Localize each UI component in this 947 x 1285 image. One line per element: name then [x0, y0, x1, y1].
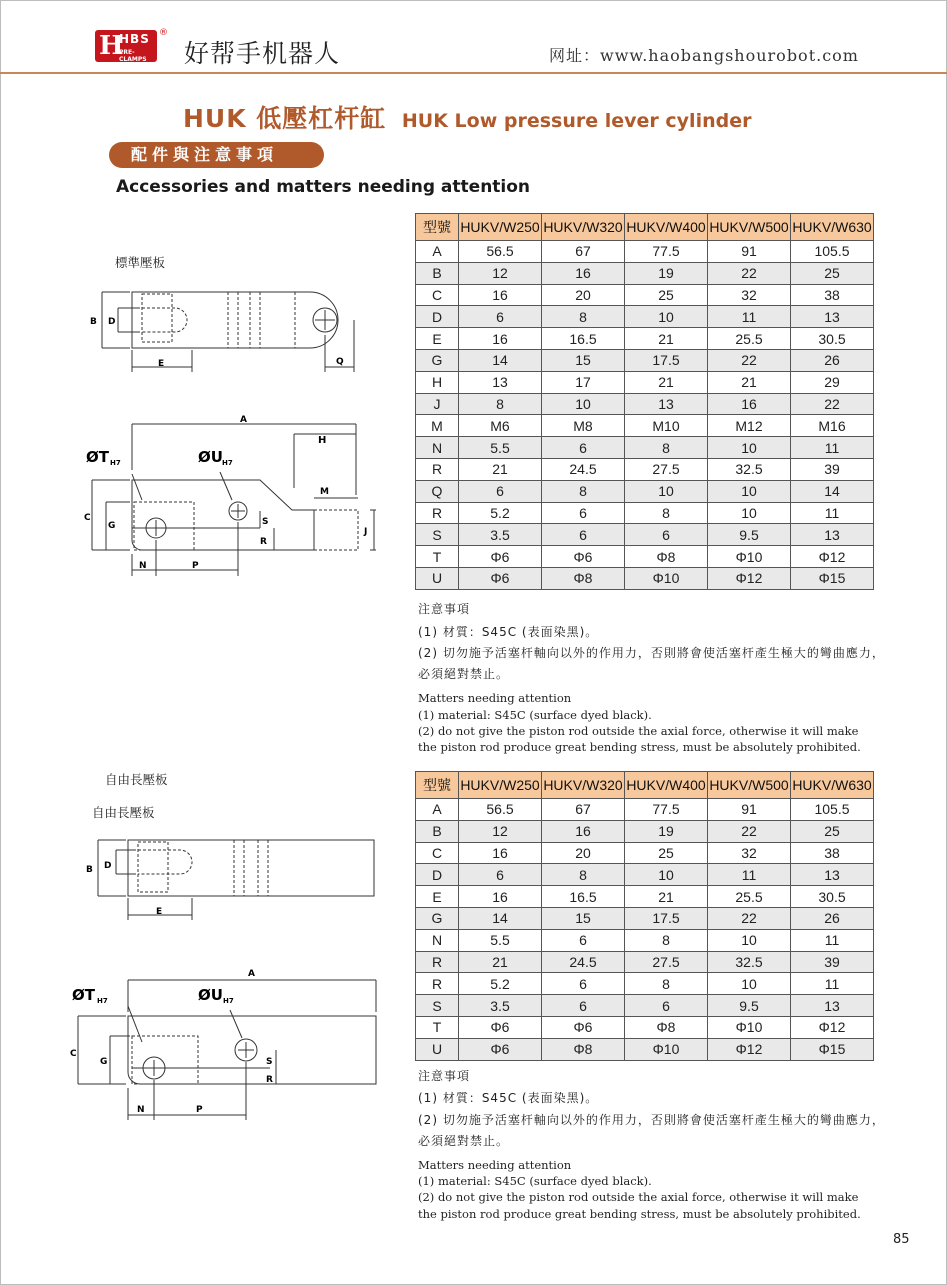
svg-text:G: G	[108, 521, 116, 531]
table-cell: 30.5	[791, 328, 874, 350]
svg-text:M: M	[320, 487, 329, 497]
svg-text:N: N	[139, 561, 147, 571]
spec-table-standard-plate	[415, 213, 874, 590]
svg-text:H7: H7	[110, 459, 121, 467]
free-long-plate-label-2: 自由長壓板	[92, 805, 155, 820]
table-cell: Φ8	[625, 1016, 708, 1038]
notes-line2-en: (2) do not give the piston rod outside the axial force, otherwise it will make	[418, 724, 859, 738]
table-cell: Φ12	[708, 567, 791, 589]
table-cell: 6	[459, 480, 542, 502]
table-cell: 16	[459, 328, 542, 350]
svg-text:H7: H7	[97, 997, 108, 1005]
table-cell: 5.5	[459, 929, 542, 951]
svg-text:ØU: ØU	[198, 986, 223, 1004]
table-cell: Φ6	[542, 1016, 625, 1038]
table-cell: 25	[791, 262, 874, 284]
notes-title-en: Matters needing attention	[418, 1158, 572, 1172]
svg-text:R: R	[266, 1075, 273, 1085]
table-cell: M8	[542, 415, 625, 437]
table-cell: 13	[791, 524, 874, 546]
table-cell: Φ8	[542, 567, 625, 589]
row-label: H	[416, 371, 459, 393]
table-cell: Φ8	[625, 546, 708, 568]
table-cell: Φ6	[459, 546, 542, 568]
svg-text:R: R	[260, 537, 267, 547]
table-cell: 13	[791, 864, 874, 886]
table-cell: 20	[542, 284, 625, 306]
table-cell: 10	[708, 502, 791, 524]
table-cell: 13	[791, 306, 874, 328]
svg-text:G: G	[100, 1057, 108, 1067]
standard-plate-label: 標準壓板	[115, 255, 166, 270]
notes-line2-cn: (2) 切勿施予活塞杆軸向以外的作用力，否則將會使活塞杆產生極大的彎曲應力，	[418, 1113, 885, 1127]
table-cell: 25	[791, 820, 874, 842]
section-heading: Accessories and matters needing attention	[116, 177, 531, 197]
row-label: T	[416, 1016, 459, 1038]
table-cell: 6	[625, 995, 708, 1017]
table-cell: 24.5	[542, 951, 625, 973]
row-label: B	[416, 820, 459, 842]
notes-line3-cn: 必須絕對禁止。	[418, 667, 510, 681]
website-url: 网址：www.haobangshourobot.com	[549, 46, 859, 65]
table-row	[416, 799, 874, 821]
brand-name: 好帮手机器人	[184, 39, 341, 68]
notes-line1-cn: (1) 材質：S45C (表面染黑)。	[418, 1091, 599, 1105]
table-cell: 21	[625, 886, 708, 908]
table-cell: 27.5	[625, 458, 708, 480]
table-cell: Φ6	[459, 1016, 542, 1038]
table-cell: 22	[708, 820, 791, 842]
table-cell: 6	[542, 524, 625, 546]
svg-text:P: P	[196, 1105, 203, 1115]
table-row	[416, 480, 874, 502]
section-pill: 配件與注意事項	[109, 142, 324, 168]
table-cell: 20	[542, 842, 625, 864]
table-cell: 8	[625, 929, 708, 951]
table-cell: 11	[791, 502, 874, 524]
row-label: B	[416, 262, 459, 284]
table-cell: 105.5	[791, 241, 874, 263]
row-label: R	[416, 458, 459, 480]
table-cell: 19	[625, 262, 708, 284]
table-cell: 12	[459, 262, 542, 284]
table-cell: Φ6	[459, 1038, 542, 1060]
table-cell: M10	[625, 415, 708, 437]
table-cell: 10	[708, 929, 791, 951]
table-cell: 19	[625, 820, 708, 842]
table-cell: 16	[459, 886, 542, 908]
row-label: Q	[416, 480, 459, 502]
table-cell: 77.5	[625, 241, 708, 263]
column-header-size: HUKV/W630	[791, 772, 874, 799]
table-row	[416, 820, 874, 842]
notes-title-cn: 注意事項	[418, 602, 471, 616]
table-header-row	[416, 214, 874, 241]
table-cell: Φ6	[459, 567, 542, 589]
table-cell: 21	[625, 328, 708, 350]
header-divider	[0, 72, 947, 74]
table-cell: 11	[708, 864, 791, 886]
table-cell: 10	[708, 973, 791, 995]
row-label: G	[416, 907, 459, 929]
table-row	[416, 524, 874, 546]
table-cell: 13	[791, 995, 874, 1017]
row-label: J	[416, 393, 459, 415]
table-cell: 9.5	[708, 995, 791, 1017]
svg-text:S: S	[266, 1057, 273, 1067]
table-row	[416, 502, 874, 524]
table-cell: 11	[791, 973, 874, 995]
row-label: N	[416, 437, 459, 459]
row-label: E	[416, 886, 459, 908]
notes-line1-cn: (1) 材質：S45C (表面染黑)。	[418, 625, 599, 639]
notes-line3-en: the piston rod produce great bending stress, must be absolutely prohibited.	[418, 740, 861, 754]
table-cell: 8	[625, 437, 708, 459]
table-cell: Φ10	[625, 1038, 708, 1060]
table-cell: 10	[708, 480, 791, 502]
table-cell: 38	[791, 842, 874, 864]
row-label: C	[416, 284, 459, 306]
svg-text:S: S	[262, 517, 269, 527]
table-cell: Φ12	[708, 1038, 791, 1060]
table-cell: 6	[542, 437, 625, 459]
table-cell: 39	[791, 951, 874, 973]
free-long-plate-label: 自由長壓板	[105, 772, 168, 787]
table-cell: M16	[791, 415, 874, 437]
svg-text:B: B	[90, 317, 97, 327]
table-cell: 32.5	[708, 951, 791, 973]
svg-text:P: P	[192, 561, 199, 571]
column-header-size: HUKV/W320	[542, 214, 625, 241]
table-cell: 39	[791, 458, 874, 480]
row-label: S	[416, 995, 459, 1017]
table-cell: 67	[542, 799, 625, 821]
table-cell: 6	[542, 995, 625, 1017]
table-row	[416, 1038, 874, 1060]
row-label: G	[416, 349, 459, 371]
table-cell: 16	[708, 393, 791, 415]
table-cell: Φ10	[625, 567, 708, 589]
table-cell: 16	[459, 842, 542, 864]
table-row	[416, 437, 874, 459]
row-label: R	[416, 951, 459, 973]
table-cell: 16.5	[542, 886, 625, 908]
svg-text:ØT: ØT	[86, 448, 109, 466]
table-row	[416, 973, 874, 995]
page-title	[183, 99, 751, 135]
table-row	[416, 328, 874, 350]
row-label: M	[416, 415, 459, 437]
row-label: D	[416, 306, 459, 328]
row-label: A	[416, 799, 459, 821]
svg-text:E: E	[156, 907, 163, 917]
table-cell: 17.5	[625, 349, 708, 371]
standard-plate-side-drawing	[80, 410, 390, 585]
table-row	[416, 306, 874, 328]
svg-text:E: E	[158, 359, 165, 369]
table-cell: 22	[708, 349, 791, 371]
row-label: D	[416, 864, 459, 886]
table-cell: 26	[791, 349, 874, 371]
table-cell: 13	[625, 393, 708, 415]
table-cell: 11	[708, 306, 791, 328]
table-cell: 22	[708, 907, 791, 929]
table-cell: 15	[542, 349, 625, 371]
row-label: U	[416, 1038, 459, 1060]
row-label: N	[416, 929, 459, 951]
svg-text:N: N	[137, 1105, 145, 1115]
table-cell: 17	[542, 371, 625, 393]
table-cell: 8	[625, 502, 708, 524]
table-row	[416, 995, 874, 1017]
svg-text:B: B	[86, 865, 93, 875]
table-cell: 8	[542, 864, 625, 886]
svg-text:A: A	[248, 969, 255, 979]
table-row	[416, 284, 874, 306]
notes-line3-cn: 必須絕對禁止。	[418, 1134, 510, 1148]
table-cell: 25.5	[708, 328, 791, 350]
table-cell: 15	[542, 907, 625, 929]
row-label: E	[416, 328, 459, 350]
svg-text:D: D	[104, 861, 112, 871]
notes-line2-cn: (2) 切勿施予活塞杆軸向以外的作用力，否則將會使活塞杆產生極大的彎曲應力，	[418, 646, 885, 660]
table-cell: 3.5	[459, 995, 542, 1017]
table-cell: 16	[542, 820, 625, 842]
table-row	[416, 371, 874, 393]
table-cell: 26	[791, 907, 874, 929]
table-cell: 25	[625, 284, 708, 306]
table-cell: Φ15	[791, 567, 874, 589]
table-cell: 6	[542, 502, 625, 524]
free-plate-top-drawing	[80, 828, 390, 928]
title-chinese: HUK 低壓杠杆缸	[183, 104, 387, 133]
table-cell: 22	[708, 262, 791, 284]
notes-title-cn: 注意事項	[418, 1069, 471, 1083]
table-row	[416, 393, 874, 415]
table-cell: 6	[542, 973, 625, 995]
column-header-size: HUKV/W500	[708, 214, 791, 241]
table-row	[416, 907, 874, 929]
table-row	[416, 864, 874, 886]
table-cell: 22	[791, 393, 874, 415]
table-cell: 9.5	[708, 524, 791, 546]
table-row	[416, 241, 874, 263]
table-cell: 32	[708, 284, 791, 306]
table-cell: 56.5	[459, 799, 542, 821]
table-cell: 14	[459, 907, 542, 929]
svg-text:D: D	[108, 317, 116, 327]
free-plate-side-drawing	[70, 960, 390, 1130]
standard-plate-top-drawing	[80, 280, 370, 380]
column-header-size: HUKV/W630	[791, 214, 874, 241]
table-cell: 21	[625, 371, 708, 393]
table-cell: 16.5	[542, 328, 625, 350]
table-cell: 38	[791, 284, 874, 306]
row-label: U	[416, 567, 459, 589]
table-cell: 6	[459, 306, 542, 328]
table-cell: 14	[791, 480, 874, 502]
table-cell: Φ12	[791, 546, 874, 568]
notes-line1-en: (1) material: S45C (surface dyed black).	[418, 708, 652, 722]
table-cell: Φ10	[708, 1016, 791, 1038]
table-row	[416, 546, 874, 568]
table-cell: 27.5	[625, 951, 708, 973]
svg-text:ØU: ØU	[198, 448, 223, 466]
column-header-size: HUKV/W320	[542, 772, 625, 799]
table-cell: 56.5	[459, 241, 542, 263]
column-header-model: 型號	[416, 772, 459, 799]
table-row	[416, 415, 874, 437]
svg-text:Q: Q	[336, 357, 344, 367]
column-header-size: HUKV/W500	[708, 772, 791, 799]
page-number: 85	[893, 1232, 910, 1247]
table-cell: 21	[459, 951, 542, 973]
table-cell: 91	[708, 799, 791, 821]
notes-line2-en: (2) do not give the piston rod outside the axial force, otherwise it will make	[418, 1190, 859, 1204]
table-cell: 14	[459, 349, 542, 371]
table-cell: 5.2	[459, 973, 542, 995]
title-english: HUK Low pressure lever cylinder	[401, 110, 752, 132]
table-cell: 8	[542, 306, 625, 328]
table-cell: 6	[542, 929, 625, 951]
table-cell: 6	[459, 864, 542, 886]
table-cell: 16	[459, 284, 542, 306]
table-cell: 21	[708, 371, 791, 393]
table-cell: 32	[708, 842, 791, 864]
column-header-size: HUKV/W400	[625, 214, 708, 241]
table-cell: 10	[708, 437, 791, 459]
table-cell: 3.5	[459, 524, 542, 546]
svg-text:C: C	[84, 513, 91, 523]
table-cell: 6	[625, 524, 708, 546]
table-row	[416, 262, 874, 284]
table-row	[416, 458, 874, 480]
table-cell: 105.5	[791, 799, 874, 821]
table-cell: 12	[459, 820, 542, 842]
row-label: R	[416, 973, 459, 995]
column-header-size: HUKV/W250	[459, 214, 542, 241]
table-cell: 5.5	[459, 437, 542, 459]
table-row	[416, 929, 874, 951]
table-cell: 91	[708, 241, 791, 263]
row-label: R	[416, 502, 459, 524]
table-cell: 67	[542, 241, 625, 263]
table-cell: 11	[791, 437, 874, 459]
table-cell: Φ10	[708, 546, 791, 568]
row-label: A	[416, 241, 459, 263]
table-cell: 10	[625, 480, 708, 502]
table-cell: 30.5	[791, 886, 874, 908]
row-label: T	[416, 546, 459, 568]
table-row	[416, 951, 874, 973]
hbs-logo: H HBS PRE-CLAMPS ®	[95, 30, 161, 64]
notes-title-en: Matters needing attention	[418, 691, 572, 705]
svg-text:H: H	[318, 435, 327, 446]
table-cell: 21	[459, 458, 542, 480]
row-label: C	[416, 842, 459, 864]
column-header-model: 型號	[416, 214, 459, 241]
svg-text:H7: H7	[222, 459, 233, 467]
svg-text:A: A	[240, 415, 247, 425]
svg-text:C: C	[70, 1049, 77, 1059]
table-cell: Φ15	[791, 1038, 874, 1060]
spec-table-free-plate	[415, 771, 874, 1061]
table-cell: 24.5	[542, 458, 625, 480]
notes-line1-en: (1) material: S45C (surface dyed black).	[418, 1174, 652, 1188]
table-cell: 16	[542, 262, 625, 284]
table-cell: 17.5	[625, 907, 708, 929]
table-cell: 29	[791, 371, 874, 393]
table-cell: 11	[791, 929, 874, 951]
svg-text:J: J	[364, 527, 368, 537]
table-cell: 10	[625, 864, 708, 886]
table-cell: 77.5	[625, 799, 708, 821]
svg-text:H7: H7	[223, 997, 234, 1005]
column-header-size: HUKV/W400	[625, 772, 708, 799]
table-cell: 32.5	[708, 458, 791, 480]
table-cell: Φ8	[542, 1038, 625, 1060]
table-cell: 25	[625, 842, 708, 864]
table-cell: 10	[542, 393, 625, 415]
table-cell: Φ6	[542, 546, 625, 568]
svg-text:ØT: ØT	[72, 986, 95, 1004]
table-cell: 10	[625, 306, 708, 328]
table-cell: 13	[459, 371, 542, 393]
table-cell: 8	[542, 480, 625, 502]
column-header-size: HUKV/W250	[459, 772, 542, 799]
table-header-row	[416, 772, 874, 799]
table-cell: 8	[459, 393, 542, 415]
table-cell: Φ12	[791, 1016, 874, 1038]
table-row	[416, 842, 874, 864]
table-row	[416, 349, 874, 371]
table-row	[416, 567, 874, 589]
table-cell: 5.2	[459, 502, 542, 524]
table-cell: M6	[459, 415, 542, 437]
table-cell: 25.5	[708, 886, 791, 908]
notes-line3-en: the piston rod produce great bending stress, must be absolutely prohibited.	[418, 1207, 861, 1221]
row-label: S	[416, 524, 459, 546]
table-row	[416, 1016, 874, 1038]
table-row	[416, 886, 874, 908]
table-cell: M12	[708, 415, 791, 437]
table-cell: 8	[625, 973, 708, 995]
